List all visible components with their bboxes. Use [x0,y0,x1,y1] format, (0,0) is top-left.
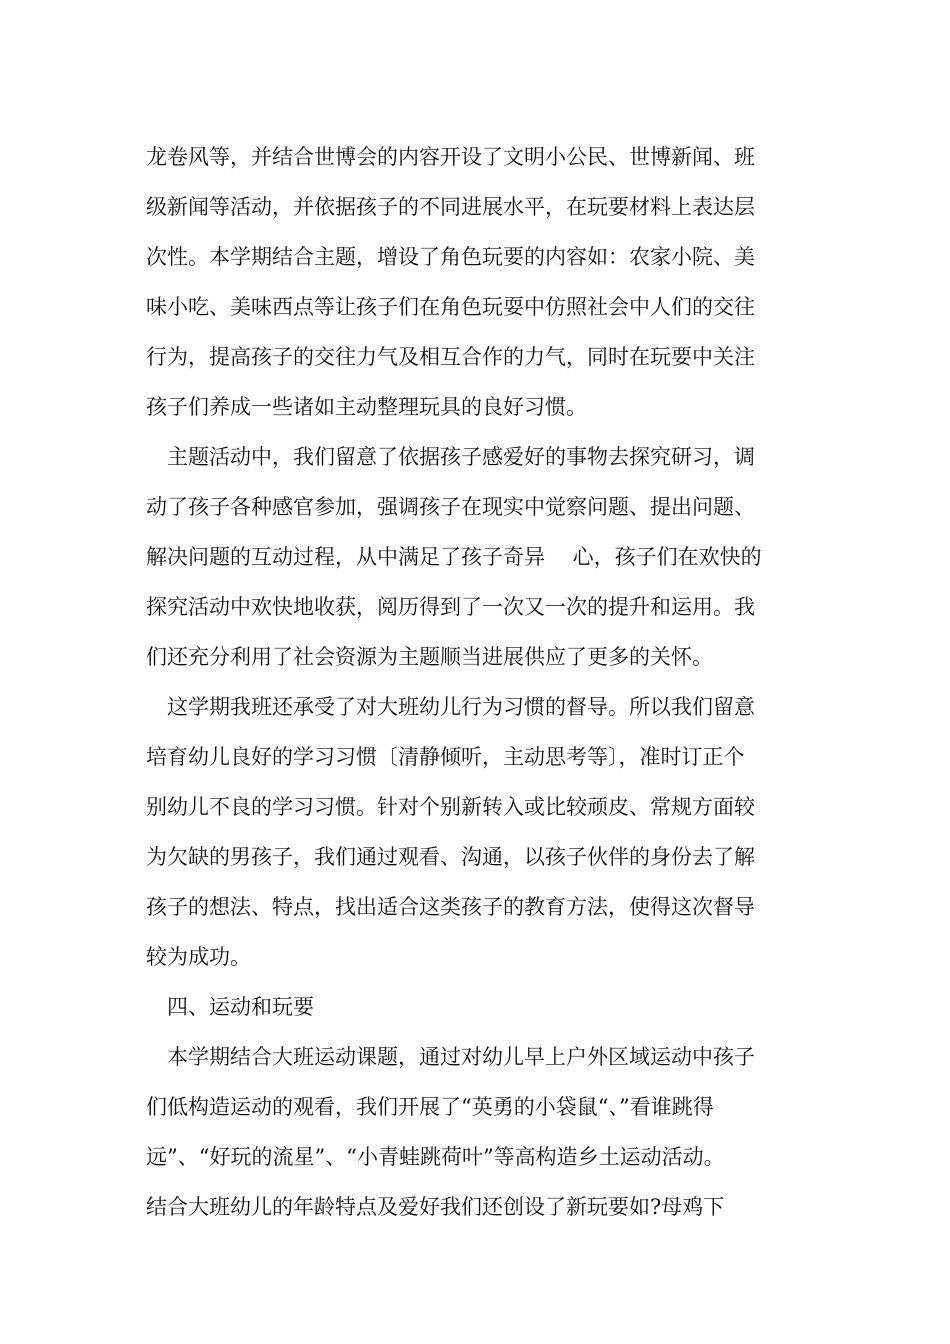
text-line: 行为，提高孩子的交往力气及相互合作的力气，同时在玩要中关注 [146,345,755,369]
document-body [146,132,816,1232]
text-line: 们还充分利用了社会资源为主题顺当进展供应了更多的关怀。 [146,645,713,669]
text-line: 别幼儿不良的学习习惯。针对个别新转入或比较顽皮、常规方面较 [146,795,755,819]
paragraph-first-line: 本学期结合大班运动课题，通过对幼儿早上户外区域运动中孩子 [167,1045,755,1069]
text-line: 为欠缺的男孩子，我们通过观看、沟通，以孩子伙伴的身份去了解 [146,845,755,869]
text-line: 较为成功。 [146,945,251,969]
text-line: 们低构造运动的观看，我们开展了“英勇的小袋鼠“、”看谁跳得 [146,1095,714,1119]
text-line: 培育幼儿良好的学习习惯〔清静倾听，主动思考等〕，准时订正个 [146,745,745,769]
text-line: 探究活动中欢快地收获，阅历得到了一次又一次的提升和运用。我 [146,595,755,619]
text-line: 次性。本学期结合主题，增设了角色玩要的内容如：农家小院、美 [146,245,755,269]
paragraph-first-line: 主题活动中，我们留意了依据孩子感爱好的事物去探究研习，调 [167,445,755,469]
text-line: 解决问题的互动过程，从中满足了孩子奇异 心，孩子们在欢快的 [146,545,762,569]
text-line: 远”、“好玩的流星”、“小青蛙跳荷叶”等高构造乡土运动活动。 [146,1145,725,1169]
text-line: 级新闻等活动，并依据孩子的不同进展水平，在玩要材料上表达层 [146,195,755,219]
text-line: 动了孩子各种感官参加，强调孩子在现实中觉察问题、提出问题、 [146,495,755,519]
text-line: 味小吃、美味西点等让孩子们在角色玩耍中仿照社会中人们的交往 [146,295,755,319]
paragraph-first-line: 这学期我班还承受了对大班幼儿行为习惯的督导。所以我们留意 [167,695,755,719]
section-heading: 四、运动和玩要 [167,995,314,1019]
text-line: 结合大班幼儿的年龄特点及爱好我们还创设了新玩要如?母鸡下 [146,1195,725,1219]
text-line: 龙卷风等，并结合世博会的内容开设了文明小公民、世博新闻、班 [146,145,755,169]
text-line: 孩子的想法、特点，找出适合这类孩子的教育方法，使得这次督导 [146,895,755,919]
text-line: 孩子们养成一些诸如主动整理玩具的良好习惯。 [146,395,587,419]
